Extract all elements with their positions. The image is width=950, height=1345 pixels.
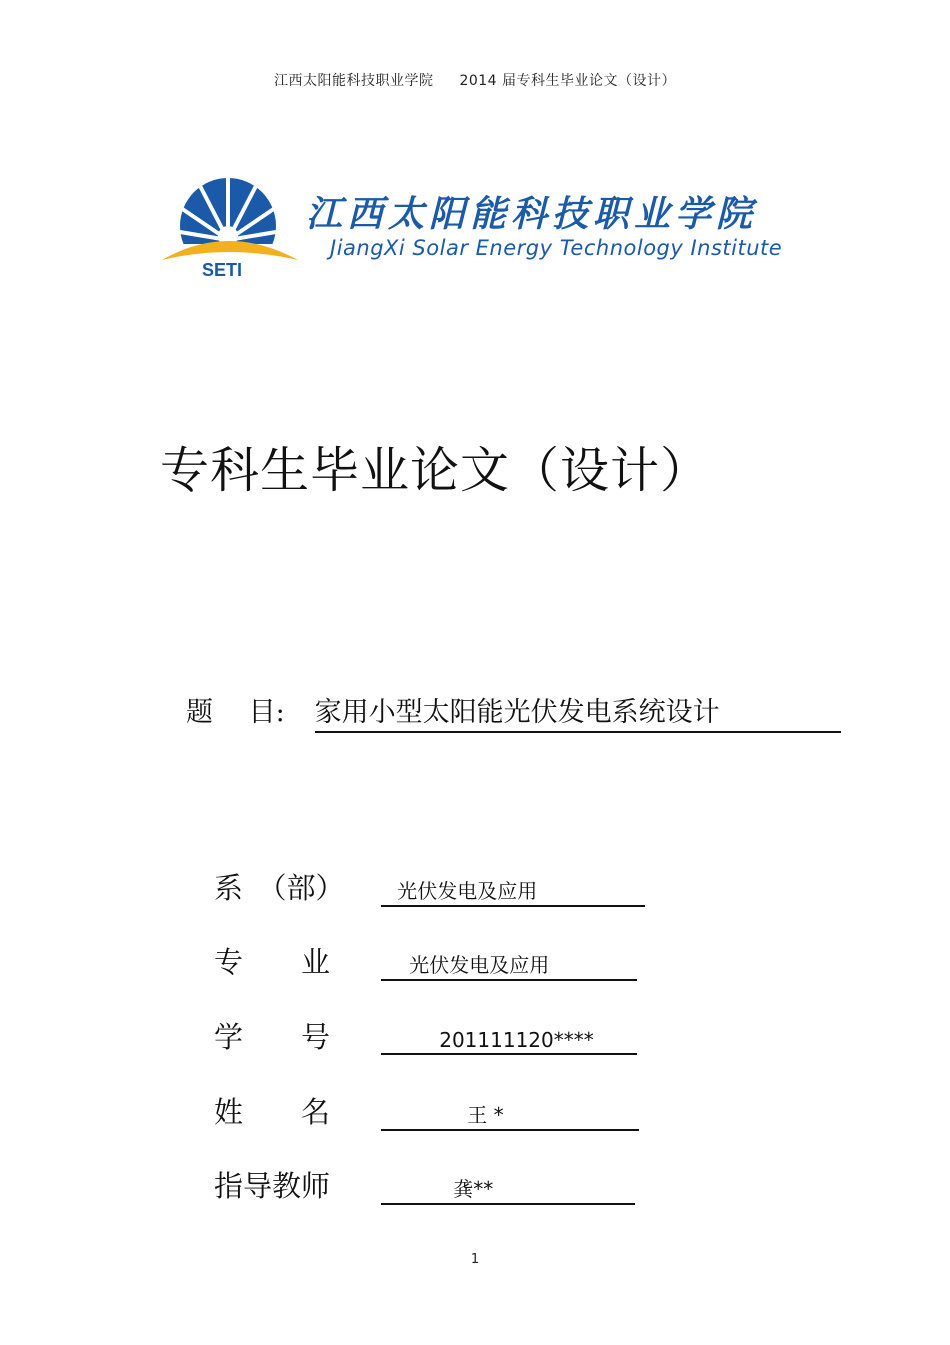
document-title: 专科生毕业论文（设计） bbox=[160, 442, 711, 499]
field-value: 龚** bbox=[381, 1173, 635, 1205]
field-label: 系 （部） bbox=[214, 871, 345, 905]
field-label: 姓 名 bbox=[214, 1095, 331, 1129]
field-value: 王 * bbox=[381, 1099, 639, 1131]
field-label: 指导教师 bbox=[214, 1169, 331, 1203]
field-value: 光伏发电及应用 bbox=[381, 875, 645, 907]
field-label: 学 号 bbox=[214, 1020, 331, 1054]
logo-acronym: SETI bbox=[202, 260, 243, 280]
field-label: 专 业 bbox=[214, 945, 331, 979]
institution-logo bbox=[158, 172, 808, 282]
topic-row bbox=[186, 690, 841, 733]
field-student-id bbox=[214, 1015, 637, 1059]
page-number: 1 bbox=[470, 1252, 480, 1267]
logo-name-en: JiangXi Solar Energy Technology Institute bbox=[330, 236, 783, 260]
topic-label: 题 目: bbox=[186, 697, 285, 728]
field-department bbox=[214, 866, 645, 910]
field-value: 201111120**** bbox=[381, 1028, 637, 1055]
sun-emblem-icon bbox=[158, 172, 308, 282]
field-advisor bbox=[214, 1164, 635, 1208]
header-year-title: 2014 届专科生毕业论文（设计） bbox=[459, 73, 677, 89]
logo-name-cn: 江西太阳能科技职业学院 bbox=[306, 193, 758, 235]
page-header bbox=[0, 70, 950, 90]
header-institution: 江西太阳能科技职业学院 bbox=[273, 73, 434, 89]
field-major bbox=[214, 940, 637, 984]
field-value: 光伏发电及应用 bbox=[381, 949, 637, 981]
field-name bbox=[214, 1090, 639, 1134]
topic-value: 家用小型太阳能光伏发电系统设计 bbox=[315, 690, 841, 733]
